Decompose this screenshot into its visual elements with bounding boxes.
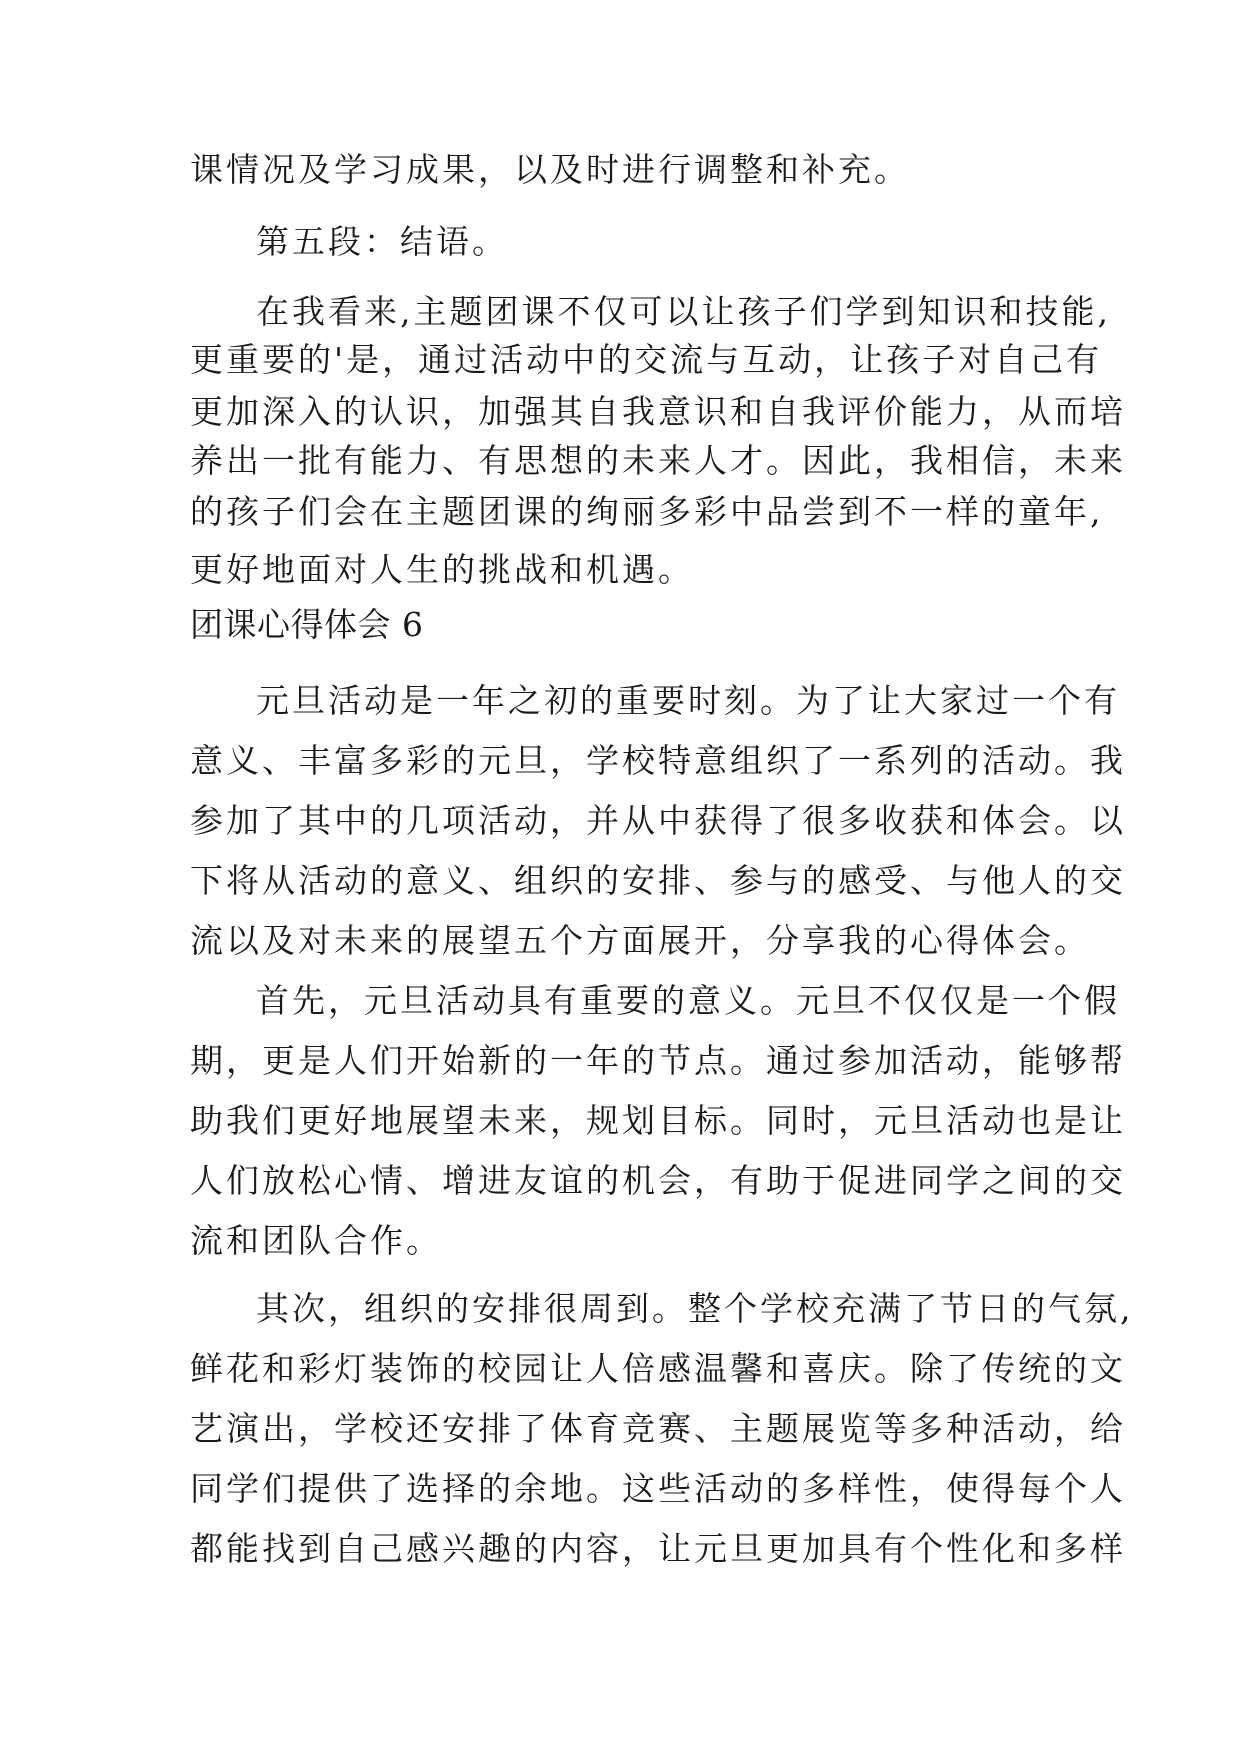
text-line: 更加深入的认识，加强其自我意识和自我评价能力，从而培 <box>190 392 1126 431</box>
text-line: 养出一批有能力、有思想的未来人才。因此，我相信，未来 <box>190 441 1126 480</box>
text-line: 意义、丰富多彩的元旦，学校特意组织了一系列的活动。我 <box>190 741 1126 780</box>
text-line: 其次，组织的安排很周到。整个学校充满了节日的气氛, <box>256 1289 1134 1328</box>
text-line: 元旦活动是一年之初的重要时刻。为了让大家过一个有 <box>256 681 1120 720</box>
text-line: 艺演出，学校还安排了体育竞赛、主题展览等多种活动，给 <box>190 1409 1126 1448</box>
text-line: 期，更是人们开始新的一年的节点。通过参加活动，能够帮 <box>190 1041 1126 1080</box>
text-line: 在我看来,主题团课不仅可以让孩子们学到知识和技能, <box>256 292 1111 331</box>
text-line: 鲜花和彩灯装饰的校园让人倍感温馨和喜庆。除了传统的文 <box>190 1349 1126 1388</box>
section-title: 团课心得体会 6 <box>190 605 424 644</box>
section-heading: 第五段：结语。 <box>256 222 508 261</box>
text-line: 都能找到自己感兴趣的内容，让元旦更加具有个性化和多样 <box>190 1529 1126 1568</box>
text-line: 流和团队合作。 <box>190 1221 442 1260</box>
text-line: 下将从活动的意义、组织的安排、参与的感受、与他人的交 <box>190 861 1126 900</box>
text-line: 参加了其中的几项活动，并从中获得了很多收获和体会。以 <box>190 801 1126 840</box>
text-line: 首先，元旦活动具有重要的意义。元旦不仅仅是一个假 <box>256 981 1120 1020</box>
text-line: 的孩子们会在主题团课的绚丽多彩中品尝到不一样的童年, <box>190 492 1104 531</box>
text-line: 同学们提供了选择的余地。这些活动的多样性，使得每个人 <box>190 1469 1126 1508</box>
text-line: 更好地面对人生的挑战和机遇。 <box>190 550 694 589</box>
text-line: 更重要的'是，通过活动中的交流与互动，让孩子对自己有 <box>190 340 1103 379</box>
text-line: 流以及对未来的展望五个方面展开，分享我的心得体会。 <box>190 921 1090 960</box>
text-line: 人们放松心情、增进友谊的机会，有助于促进同学之间的交 <box>190 1161 1126 1200</box>
text-line: 助我们更好地展望未来，规划目标。同时，元旦活动也是让 <box>190 1101 1126 1140</box>
text-line: 课情况及学习成果，以及时进行调整和补充。 <box>190 150 910 189</box>
